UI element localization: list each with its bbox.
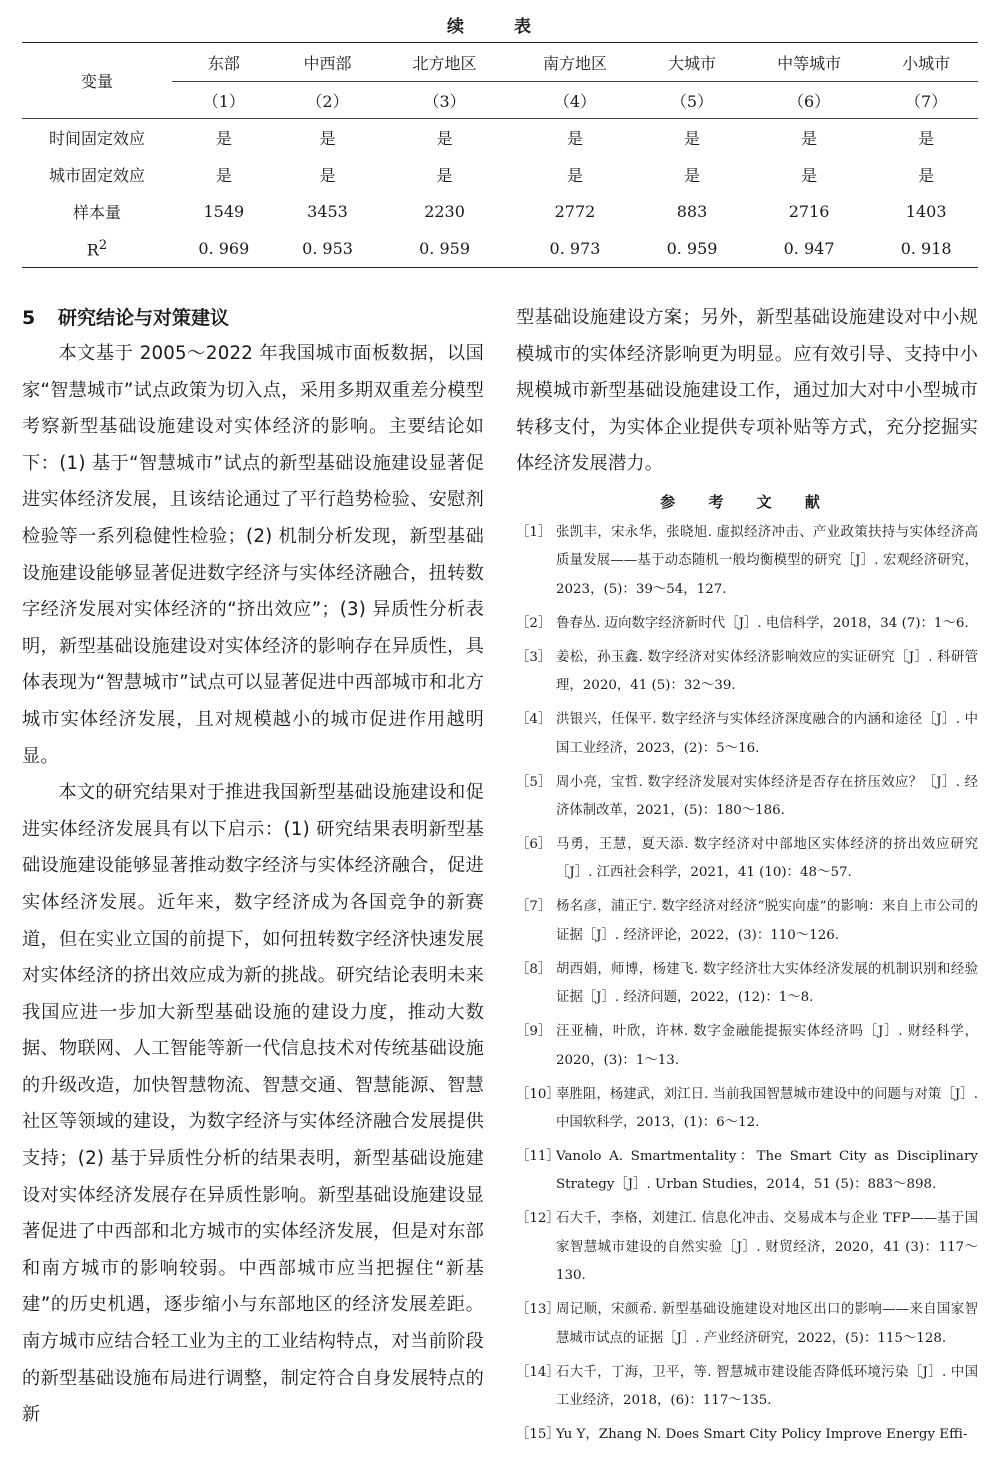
reference-item <box>516 519 978 604</box>
table-cell: 是 <box>684 129 701 148</box>
table-cell: 0. 947 <box>744 230 874 268</box>
table-cell: 0. 959 <box>640 230 744 268</box>
reference-item <box>516 1359 978 1416</box>
table-cell: 2716 <box>788 202 830 221</box>
reference-item <box>516 1421 978 1449</box>
reference-number: ［1］ <box>516 524 552 540</box>
reference-item <box>516 610 978 638</box>
reference-text: 石大千，丁海，卫平，等. 智慧城市建设能否降低环境污染［J］. 中国工业经济，2018，(6)：117～135. <box>556 1364 978 1409</box>
reference-item <box>516 893 978 950</box>
table-cell: 1403 <box>905 202 947 221</box>
table-row <box>22 193 978 230</box>
column-header: 小城市 <box>874 43 978 82</box>
column-number: （6） <box>744 82 874 119</box>
column-number: （1） <box>172 82 276 119</box>
row-label <box>22 230 172 268</box>
table-row <box>22 156 978 193</box>
reference-number: ［10］ <box>516 1086 560 1102</box>
table-cell: 是 <box>918 129 935 148</box>
reference-number: ［13］ <box>516 1302 560 1318</box>
row-label: 时间固定效应 <box>48 129 145 148</box>
table-cell: 是 <box>215 129 232 148</box>
table-cell: 2230 <box>424 202 465 221</box>
reference-item <box>516 769 978 826</box>
body-paragraph: 本文基于 2005～2022 年我国城市面板数据，以国家“智慧城市”试点政策为切入点，采用多期双重差分模型考察新型基础设施建设对实体经济的影响。主要结论如下：(1) 基于“智慧城市”试点的新型基础设施建设显著促进实体经济发展，且该结论通过了平行趋势检验、安慰剂检验等一系列稳健性检验；(2) 机制分析发现，新型基础设施建设能够显著促进数字经济与实体经济融合，扭转数字经济发展对实体经济的“挤出效应”；(3) 异质性分析表明，新型基础设施建设对实体经济的影响存在异质性，具体表现为“智慧城市”试点可以显著促进中西部城市和北方城市实体经济发展，且对规模越小的城市促进作用越明显。 <box>22 343 484 767</box>
reference-number: ［3］ <box>516 649 552 665</box>
column-number: （4） <box>510 82 640 119</box>
table-cell: 是 <box>801 166 818 185</box>
reference-number: ［2］ <box>516 615 552 631</box>
column-header: 中等城市 <box>744 43 874 82</box>
table-cell: 是 <box>319 129 336 148</box>
reference-text: 胡西娟，师博，杨建飞. 数字经济壮大实体经济发展的机制识别和经验证据［J］. 经济问题，2022，(12)：1～8. <box>556 961 978 1006</box>
table-cell: 1549 <box>203 202 245 221</box>
table-cell: 是 <box>215 166 232 185</box>
table-cell: 是 <box>319 166 336 185</box>
reference-item <box>516 956 978 1013</box>
reference-text: Vanolo A. Smartmentality：The Smart City as Disciplinary Strategy［J］. Urban Studies，2014，51 (5)：883～898. <box>556 1149 978 1193</box>
column-number: （5） <box>640 82 744 119</box>
right-column <box>516 300 978 1455</box>
table-cell: 0. 953 <box>276 230 380 268</box>
table-cell: 是 <box>436 166 453 185</box>
reference-text: 鲁春丛. 迈向数字经济新时代［J］. 电信科学，2018，34 (7)：1～6. <box>556 615 969 631</box>
reference-number: ［9］ <box>516 1024 552 1040</box>
reference-text: 周记顺，宋颜希. 新型基础设施建设对地区出口的影响——来自国家智慧城市试点的证据［J］. 产业经济研究，2022，(5)：115～128. <box>556 1302 978 1346</box>
table-cell: 0. 918 <box>874 230 978 268</box>
reference-text: 洪银兴，任保平. 数字经济与实体经济深度融合的内涵和途径［J］. 中国工业经济，2023，(2)：5～16. <box>556 712 978 756</box>
reference-item <box>516 831 978 888</box>
column-header: 东部 <box>172 43 276 82</box>
reference-number: ［5］ <box>516 774 552 790</box>
section-heading <box>22 300 484 336</box>
reference-item <box>516 1143 978 1200</box>
reference-number: ［6］ <box>516 837 552 852</box>
table-cell: 0. 973 <box>510 230 640 268</box>
section-number: 5 <box>22 307 36 329</box>
left-column <box>22 300 484 1434</box>
reference-item <box>516 706 978 763</box>
reference-list <box>516 519 978 1450</box>
table-cell: 是 <box>436 129 453 148</box>
column-number: （3） <box>379 82 509 119</box>
reference-text: 汪亚楠，叶欣，许林. 数字金融能提振实体经济吗［J］. 财经科学，2020，(3)：1～13. <box>556 1024 978 1068</box>
column-header: 南方地区 <box>510 43 640 82</box>
reference-text: 张凯丰，宋永华，张晓旭. 虚拟经济冲击、产业政策扶持与实体经济高质量发展——基于动态随机一般均衡模型的研究［J］. 宏观经济研究，2023，(5)：39～54，127. <box>556 524 978 597</box>
table-cell: 是 <box>566 129 583 148</box>
table-cell: 是 <box>566 166 583 185</box>
table-cell: 0. 959 <box>379 230 509 268</box>
reference-item <box>516 1296 978 1353</box>
table-row <box>22 230 978 268</box>
reference-number: ［11］ <box>516 1149 560 1165</box>
column-number: （2） <box>276 82 380 119</box>
table-cell: 2772 <box>554 202 596 221</box>
reference-text: 石大千，李格，刘建江. 信息化冲击、交易成本与企业 TFP——基于国家智慧城市建设的自然实验［J］. 财贸经济，2020，41 (3)：117～130. <box>556 1211 978 1284</box>
column-header: 北方地区 <box>379 43 509 82</box>
reference-text: Yu Y，Zhang N. Does Smart City Policy Improve Energy Effi- <box>556 1427 968 1443</box>
results-table <box>22 42 978 268</box>
reference-number: ［12］ <box>516 1211 560 1227</box>
r-squared-superscript: 2 <box>98 237 108 253</box>
table-caption: 续 表 <box>447 17 553 37</box>
reference-number: ［15］ <box>516 1427 560 1443</box>
row-label: 城市固定效应 <box>48 166 145 185</box>
reference-item <box>516 644 978 701</box>
row-label: 样本量 <box>72 203 121 222</box>
references-heading: 参 考 文 献 <box>660 492 834 511</box>
table-cell: 是 <box>801 129 818 148</box>
reference-number: ［14］ <box>516 1364 560 1380</box>
table-cell: 3453 <box>307 202 348 221</box>
reference-item <box>516 1081 978 1138</box>
column-header: 大城市 <box>640 43 744 82</box>
table-row <box>22 119 978 157</box>
r-squared-label: R <box>86 240 99 260</box>
body-paragraph-continued: 型基础设施建设方案；另外，新型基础设施建设对中小规模城市的实体经济影响更为明显。应有效引导、支持中小规模城市新型基础设施建设工作，通过加大对中小型城市转移支付，为实体企业提供专项补贴等方式，充分挖掘实体经济发展潜力。 <box>516 307 978 475</box>
reference-text: 周小亮，宝哲. 数字经济发展对实体经济是否存在挤压效应？［J］. 经济体制改革，2021，(5)：180～186. <box>556 774 978 818</box>
table-cell: 是 <box>918 166 935 185</box>
reference-item <box>516 1018 978 1075</box>
reference-number: ［4］ <box>516 712 552 728</box>
table-cell: 是 <box>684 166 701 185</box>
reference-text: 马勇，王慧，夏天添. 数字经济对中部地区实体经济的挤出效应研究［J］. 江西社会科学，2021，41 (10)：48～57. <box>556 837 978 881</box>
reference-item <box>516 1205 978 1290</box>
variable-header: 变量 <box>22 43 172 119</box>
reference-text: 杨名彦，浦正宁. 数字经济对经济“脱实向虚”的影响：来自上市公司的证据［J］. 经济评论，2022，(3)：110～126. <box>556 899 978 943</box>
table-cell: 883 <box>676 202 708 221</box>
table-header-row <box>22 43 978 82</box>
reference-number: ［7］ <box>516 899 552 915</box>
column-number: （7） <box>874 82 978 119</box>
reference-number: ［8］ <box>516 961 552 977</box>
reference-text: 辜胜阻，杨建武，刘江日. 当前我国智慧城市建设中的问题与对策［J］. 中国软科学，2013，(1)：6～12. <box>556 1086 978 1131</box>
section-title: 研究结论与对策建议 <box>58 307 230 329</box>
body-paragraph: 本文的研究结果对于推进我国新型基础设施建设和促进实体经济发展具有以下启示：(1) 研究结果表明新型基础设施建设能够显著推动数字经济与实体经济融合，促进实体经济发展。近年来，数字经济成为各国竞争的新赛道，但在实业立国的前提下，如何扭转数字经济快速发展对实体经济的挤出效应成为新的挑战。研究结论表明未来我国应进一步加大新型基础设施的建设力度，推动大数据、物联网、人工智能等新一代信息技术对传统基础设施的升级改造，加快智慧物流、智慧交通、智慧能源、智慧社区等领域的建设，为数字经济与实体经济融合发展提供支持；(2) 基于异质性分析的结果表明，新型基础设施建设对实体经济发展存在异质性影响。新型基础设施建设显著促进了中西部和北方城市的实体经济发展，但是对东部和南方城市的影响较弱。中西部城市应当把握住“新基建”的历史机遇，逐步缩小与东部地区的经济发展差距。南方城市应结合轻工业为主的工业结构特点，对当前阶段的新型基础设施布局进行调整，制定符合自身发展特点的新 <box>22 782 484 1426</box>
column-header: 中西部 <box>276 43 380 82</box>
table-cell: 0. 969 <box>172 230 276 268</box>
reference-text: 姜松，孙玉鑫. 数字经济对实体经济影响效应的实证研究［J］. 科研管理，2020，41 (5)：32～39. <box>556 649 978 694</box>
